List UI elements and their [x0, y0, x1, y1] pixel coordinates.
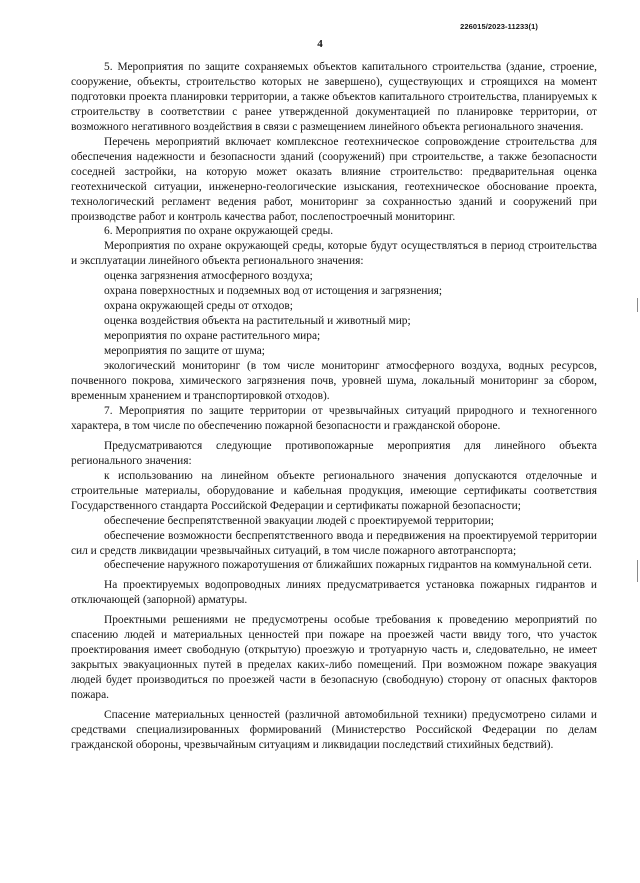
list-item: экологический мониторинг (в том числе мониторинг атмосферного воздуха, водных ресурсов, почвенного покрова, химического загрязнения почв, уровней шума, локальный мониторинг за сбором, временным хранением и транспортировкой отходов). — [71, 360, 597, 402]
paragraph: На проектируемых водопроводных линиях предусматривается установка пожарных гидрантов и отключающей (запорной) арматуры. — [71, 579, 597, 607]
list-item: мероприятия по охране растительного мира; — [104, 330, 321, 343]
section-heading: 6. Мероприятия по охране окружающей среды. — [104, 225, 334, 238]
paragraph: 5. Мероприятия по защите сохраняемых объектов капитального строительства (здание, строение, сооружение, объекты, строительство которых не завершено), существующих и строящихся на момент подготовки проекта планировки территории, а также объектов капитального строительства, планируемых к строительству в соответствии с ранее утвержденной документацией по планировке территории, от возможного негативного воздействия в связи с размещением линейного объекта регионального значения. — [71, 61, 597, 133]
list-item: обеспечение наружного пожаротушения от ближайших пожарных гидрантов на коммунальной сети. — [104, 559, 592, 572]
list-item: обеспечение возможности беспрепятственного ввода и передвижения на проектируемой территории сил и средств ликвидации чрезвычайных ситуаций, в том числе пожарного автотранспорта; — [71, 529, 597, 557]
list-item: мероприятия по защите от шума; — [104, 345, 265, 358]
paragraph: Перечень мероприятий включает комплексное геотехническое сопровождение строительства для обеспечения надежности и безопасности зданий (сооружений) при строительстве, а также безопасности соседней застройки, на которую может оказать влияние строительство: предварительная оценка геотехнической ситуации, инженерно-геологические изыскания, геотехническое обоснование проекта, технологический регламент ведения работ, мониторинг за сохранностью зданий и сооружений при производстве работ и контроль качества работ, послепостроечный мониторинг. — [71, 135, 597, 223]
list-item: оценка загрязнения атмосферного воздуха; — [104, 270, 313, 283]
list-item: охрана окружающей среды от отходов; — [104, 300, 293, 313]
document-body — [71, 60, 597, 753]
list-item: охрана поверхностных и подземных вод от истощения и загрязнения; — [104, 285, 443, 298]
list-item: оценка воздействия объекта на растительный и животный мир; — [104, 315, 411, 328]
scan-edge-mark — [637, 298, 638, 312]
paragraph: Спасение материальных ценностей (различной автомобильной техники) предусмотрено силами и средствами специализированных формирований (Министерство Российской Федерации по делам гражданской обороны, чрезвычайным ситуациям и ликвидации последствий стихийных бедствий). — [71, 709, 597, 751]
paragraph: Проектными решениями не предусмотрены особые требования к проведению мероприятий по спасению людей и материальных ценностей при пожаре на проезжей части ввиду того, что участок проектирования имеет свободную (открытую) проезжую и тротуарную часть и, следовательно, не имеет закрытых эвакуационных путей в пределах каких-либо помещений. При возможном пожаре эвакуация людей будет производиться по проезжей части в безопасную (свободную) сторону от опасных факторов пожара. — [71, 614, 597, 702]
page-number: 4 — [317, 38, 323, 50]
section-heading: 7. Мероприятия по защите территории от чрезвычайных ситуаций природного и техногенного характера, в том числе по обеспечению пожарной безопасности и гражданской обороне. — [71, 404, 597, 432]
list-item: к использованию на линейном объекте регионального значения допускаются отделочные и строительные материалы, оборудование и кабельная продукция, имеющие сертификаты соответствия Государственного стандарта Российской Федерации и сертификаты пожарной безопасности; — [71, 469, 597, 512]
scan-edge-mark — [637, 560, 638, 582]
paragraph: Мероприятия по охране окружающей среды, которые будут осуществляться в период строительства и эксплуатации линейного объекта регионального значения: — [71, 240, 597, 268]
document-number: 226015/2023-11233(1) — [460, 22, 538, 31]
paragraph: Предусматриваются следующие противопожарные мероприятия для линейного объекта регионального значения: — [71, 439, 597, 467]
list-item: обеспечение беспрепятственной эвакуации людей с проектируемой территории; — [104, 514, 494, 527]
